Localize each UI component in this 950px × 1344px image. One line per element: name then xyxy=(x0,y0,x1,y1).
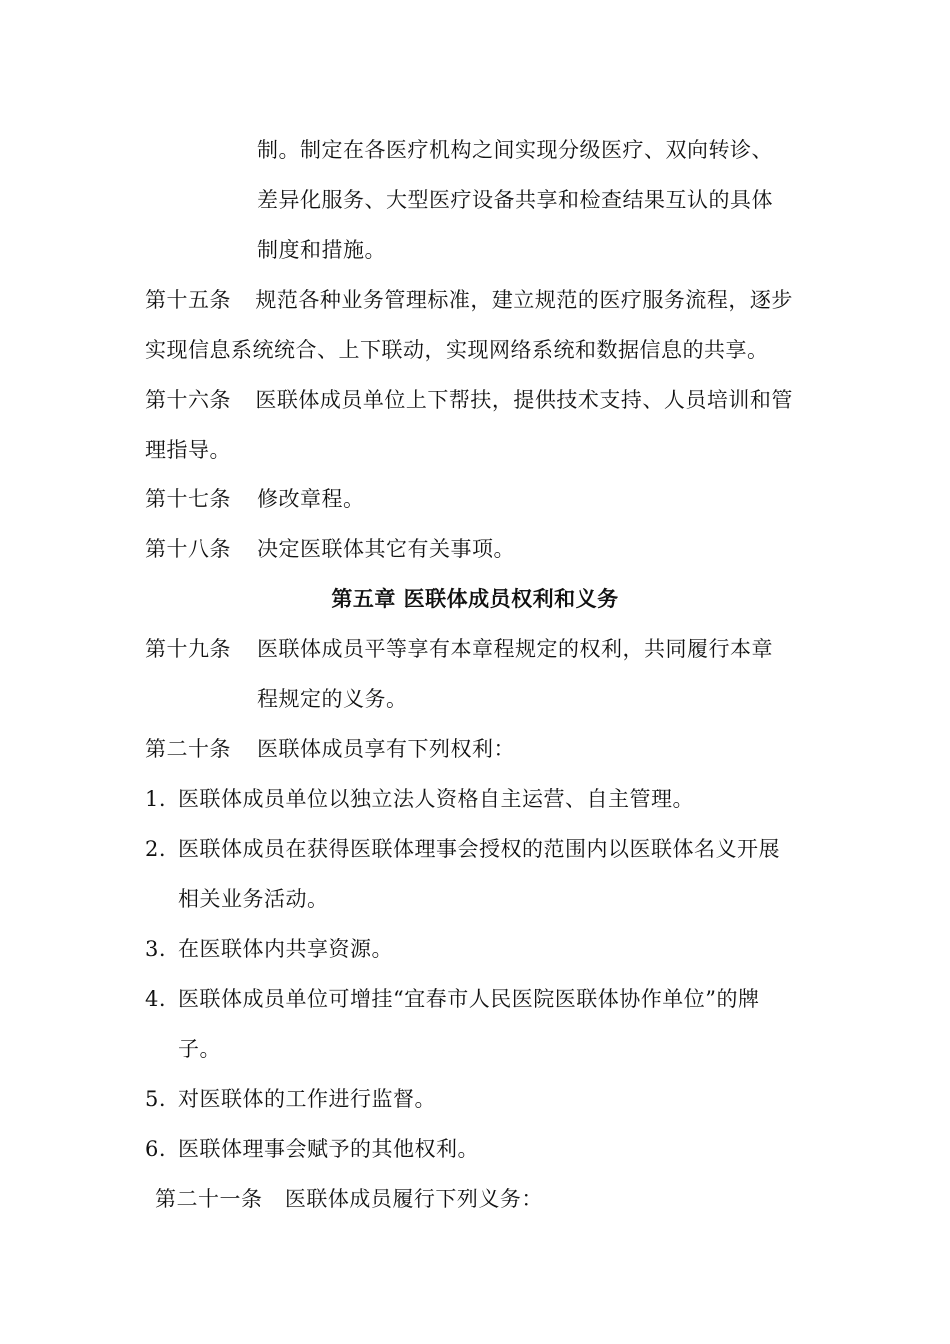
article-16-line-1 xyxy=(145,387,793,413)
article-17-text: 修改章程。 xyxy=(257,487,365,511)
continuation-line-3: 制度和措施。 xyxy=(257,238,386,262)
article-20-label: 第二十条 xyxy=(145,737,231,761)
right-4-text-1: 医联体成员单位可增挂“宜春市人民医院医联体协作单位”的牌 xyxy=(178,987,760,1011)
continuation-line-2: 差异化服务、大型医疗设备共享和检查结果互认的具体 xyxy=(257,188,773,212)
article-21-label: 第二十一条 xyxy=(155,1187,263,1211)
right-6-number: 6. xyxy=(145,1137,167,1161)
article-16-text-1: 医联体成员单位上下帮扶，提供技术支持、人员培训和管 xyxy=(255,388,793,412)
right-2-text-2: 相关业务活动。 xyxy=(178,887,329,911)
article-16-line-2: 理指导。 xyxy=(145,438,231,462)
right-4-text-2: 子。 xyxy=(178,1037,221,1061)
right-5-number: 5. xyxy=(145,1087,167,1111)
article-21-text: 医联体成员履行下列义务： xyxy=(284,1187,543,1211)
right-5-text: 对医联体的工作进行监督。 xyxy=(178,1087,436,1111)
article-18-label: 第十八条 xyxy=(145,537,231,561)
article-15-line-1 xyxy=(145,287,793,313)
right-6-text: 医联体理事会赋予的其他权利。 xyxy=(178,1137,479,1161)
article-19-label: 第十九条 xyxy=(145,637,231,661)
right-3-text: 在医联体内共享资源。 xyxy=(178,937,393,961)
article-15-label: 第十五条 xyxy=(145,288,231,312)
article-20-text: 医联体成员享有下列权利： xyxy=(257,737,515,761)
right-1-text: 医联体成员单位以独立法人资格自主运营、自主管理。 xyxy=(178,787,694,811)
continuation-line-1: 制。制定在各医疗机构之间实现分级医疗、双向转诊、 xyxy=(257,138,773,162)
article-19-text-2: 程规定的义务。 xyxy=(257,687,408,711)
article-17-label: 第十七条 xyxy=(145,487,231,511)
article-18-text: 决定医联体其它有关事项。 xyxy=(257,537,515,561)
right-1-number: 1. xyxy=(145,787,167,811)
right-2-number: 2. xyxy=(145,837,167,861)
article-19-text-1: 医联体成员平等享有本章程规定的权利，共同履行本章 xyxy=(257,637,773,661)
article-21-line xyxy=(155,1186,543,1212)
article-15-text-1: 规范各种业务管理标准，建立规范的医疗服务流程，逐步 xyxy=(255,288,793,312)
right-4-number: 4. xyxy=(145,987,167,1011)
chapter-5-heading: 第五章 医联体成员权利和义务 xyxy=(331,586,619,611)
right-2-text-1: 医联体成员在获得医联体理事会授权的范围内以医联体名义开展 xyxy=(178,837,780,861)
right-3-number: 3. xyxy=(145,937,167,961)
article-16-label: 第十六条 xyxy=(145,388,231,412)
article-15-line-2: 实现信息系统统合、上下联动，实现网络系统和数据信息的共享。 xyxy=(145,338,769,362)
